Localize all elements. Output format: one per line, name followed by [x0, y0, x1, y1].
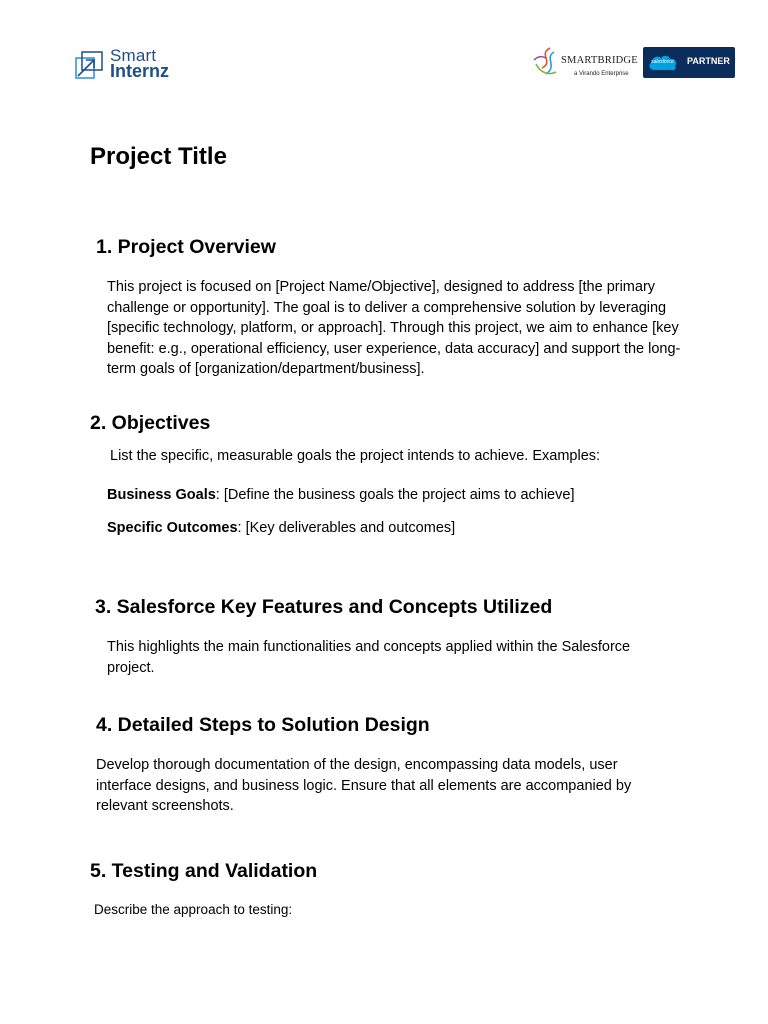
smartinternz-logo [74, 46, 184, 82]
smartinternz-mark-icon [74, 50, 104, 80]
smartbridge-swirl-icon [532, 46, 560, 78]
business-goals-label: Business Goals [107, 487, 216, 503]
section-2-intro: List the specific, measurable goals the project intends to achieve. Examples: [110, 448, 601, 464]
smartinternz-word-smart: Smart [110, 46, 157, 65]
smartbridge-tagline: a Virando Enterprise [574, 71, 629, 77]
objective-business-goals [107, 485, 667, 506]
partner-label: PARTNER [687, 56, 730, 66]
section-1-heading: 1. Project Overview [96, 236, 276, 258]
smartbridge-name: SMARTBRIDGE [561, 55, 638, 66]
section-5-heading: 5. Testing and Validation [90, 860, 318, 882]
section-4-text: Develop thorough documentation of the design, encompassing data models, user interface designs, and business logic. Ensure that all elements are accompanied by relevant screenshots. [96, 757, 632, 814]
section-5-text: Describe the approach to testing: [94, 902, 293, 917]
salesforce-cloud-text: salesforce [651, 59, 674, 65]
section-1-text: This project is focused on [Project Name/Objective], designed to address [the primary challenge or opportunity]. The goal is to deliver a comprehensive solution by leveraging [specific technology, platform, or approach]. Through this project, we aim to enhance [key benefit: e.g., operational efficiency, user experience, data accuracy] and support the long-term goals of [organization/department/business]. [107, 279, 681, 377]
section-3-heading: 3. Salesforce Key Features and Concepts Utilized [95, 596, 553, 618]
business-goals-text: : [Define the business goals the project aims to achieve] [215, 487, 575, 503]
salesforce-partner-badge [643, 47, 735, 78]
smartinternz-word-internz: Internz [110, 61, 170, 81]
specific-outcomes-label: Specific Outcomes [107, 520, 238, 536]
section-4-heading: 4. Detailed Steps to Solution Design [96, 714, 430, 736]
objective-specific-outcomes [107, 518, 667, 539]
smartbridge-logo [530, 46, 640, 82]
section-2-heading: 2. Objectives [90, 412, 211, 434]
document-title: Project Title [90, 143, 227, 170]
specific-outcomes-text: : [Key deliverables and outcomes] [237, 520, 456, 536]
section-3-text: This highlights the main functionalities and concepts applied within the Salesforce project. [107, 639, 631, 676]
